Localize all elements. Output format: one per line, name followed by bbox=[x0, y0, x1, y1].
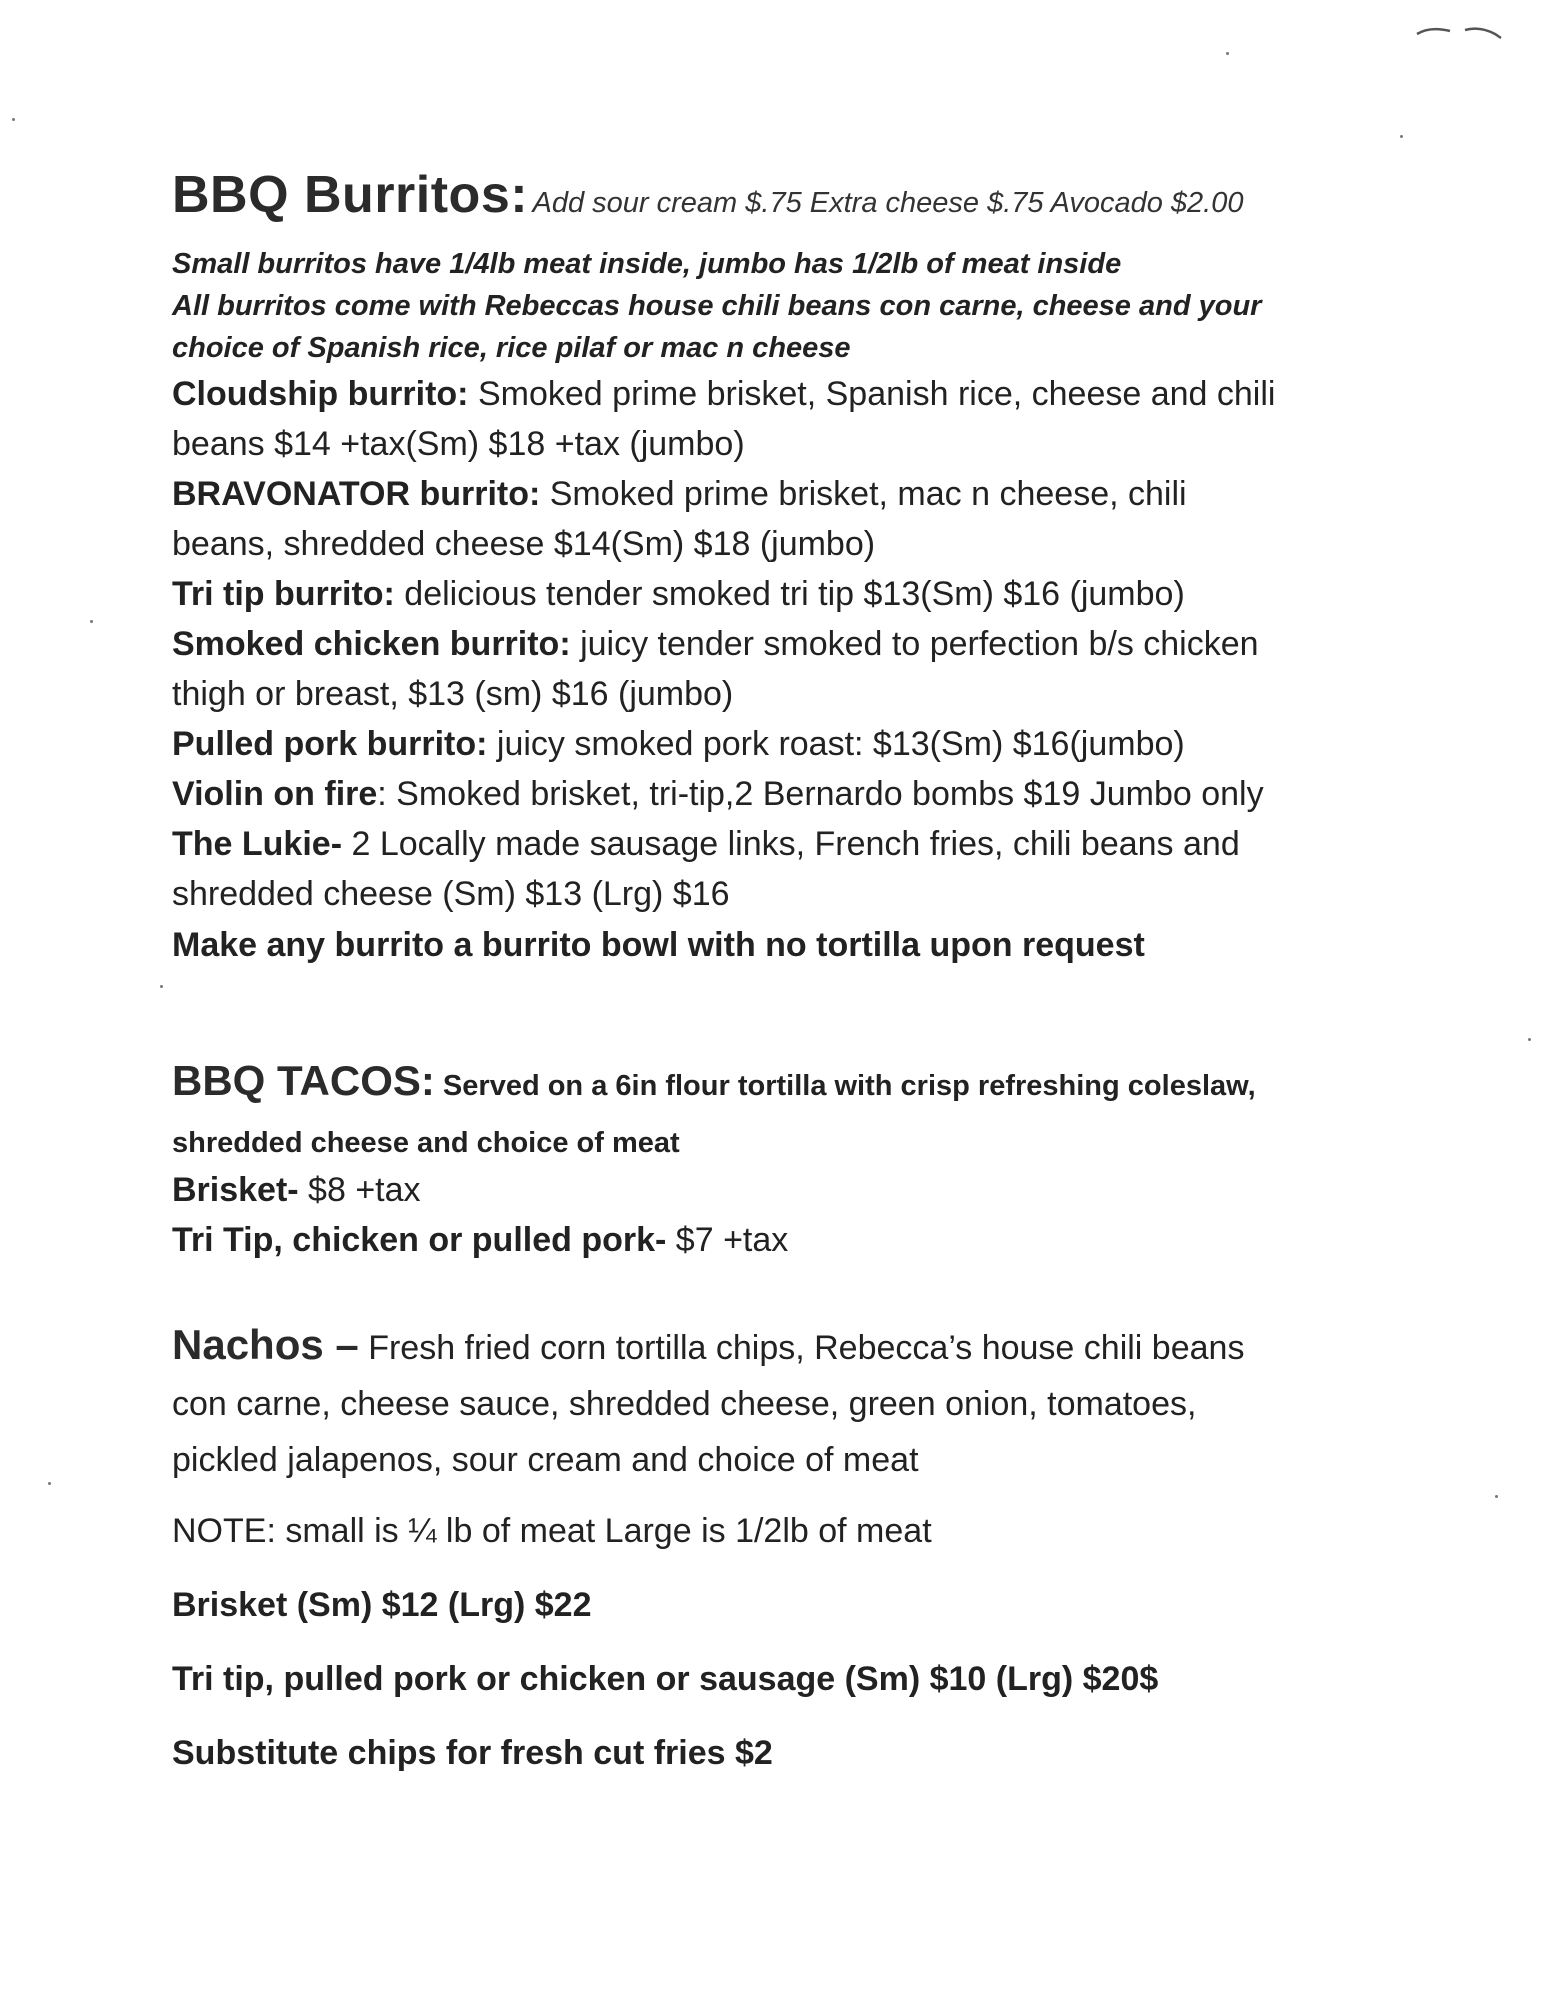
burritos-addons: Add sour cream $.75 Extra cheese $.75 Avocado $2.00 bbox=[532, 187, 1244, 219]
tacos-desc-cont: shredded cheese and choice of meat bbox=[172, 1127, 680, 1159]
scan-speck bbox=[48, 1482, 51, 1485]
burritos-size-note: Small burritos have 1/4lb meat inside, jumbo has 1/2lb of meat inside bbox=[172, 248, 1122, 280]
item-desc: juicy tender smoked to perfection b/s chicken bbox=[570, 625, 1259, 663]
item-desc: Smoked prime brisket, mac n cheese, chili bbox=[540, 475, 1187, 513]
item-desc: Smoked prime brisket, Spanish rice, cheese and chili bbox=[468, 375, 1276, 413]
menu-item bbox=[172, 619, 1402, 669]
menu-item bbox=[172, 769, 1402, 819]
burrito-bowl-note: Make any burrito a burrito bowl with no tortilla upon request bbox=[172, 926, 1145, 964]
item-name: The Lukie- bbox=[172, 825, 343, 863]
nachos-desc-cont: con carne, cheese sauce, shredded cheese, green onion, tomatoes, bbox=[172, 1385, 1197, 1423]
item-name: Cloudship burrito: bbox=[172, 375, 469, 413]
item-desc-cont: shredded cheese (Sm) $13 (Lrg) $16 bbox=[172, 875, 730, 913]
menu-item bbox=[172, 569, 1402, 619]
tacos-desc: Served on a 6in flour tortilla with crisp refreshing coleslaw, bbox=[434, 1070, 1256, 1102]
item-price: $8 +tax bbox=[298, 1171, 421, 1209]
scan-speck bbox=[1400, 135, 1403, 138]
corner-scribble bbox=[1415, 22, 1505, 42]
scan-speck bbox=[1528, 1038, 1531, 1041]
nachos-price-line: Tri tip, pulled pork or chicken or sausage (Sm) $10 (Lrg) $20$ bbox=[172, 1660, 1159, 1698]
item-name: BRAVONATOR burrito: bbox=[172, 475, 541, 513]
nachos-section bbox=[172, 1317, 1402, 1778]
nachos-size-note: NOTE: small is ¼ lb of meat Large is 1/2lb of meat bbox=[172, 1512, 932, 1550]
item-name: Pulled pork burrito: bbox=[172, 725, 488, 763]
nachos-substitute-note: Substitute chips for fresh cut fries $2 bbox=[172, 1734, 773, 1772]
item-desc: : Smoked brisket, tri-tip,2 Bernardo bombs $19 Jumbo only bbox=[377, 775, 1264, 813]
menu-item bbox=[172, 469, 1402, 519]
scan-speck bbox=[90, 620, 93, 623]
menu-item bbox=[172, 1215, 1402, 1265]
burritos-header bbox=[172, 160, 1402, 243]
item-desc-cont: beans $14 +tax(Sm) $18 +tax (jumbo) bbox=[172, 425, 745, 463]
burritos-includes-note: All burritos come with Rebeccas house chili beans con carne, cheese and your bbox=[172, 290, 1262, 322]
tacos-section bbox=[172, 1051, 1402, 1265]
nachos-desc-cont: pickled jalapenos, sour cream and choice of meat bbox=[172, 1441, 919, 1479]
item-name: Tri Tip, chicken or pulled pork- bbox=[172, 1221, 667, 1259]
item-desc-cont: beans, shredded cheese $14(Sm) $18 (jumbo) bbox=[172, 525, 876, 563]
scan-speck bbox=[12, 118, 15, 121]
tacos-header bbox=[172, 1051, 1402, 1121]
menu-item bbox=[172, 819, 1402, 869]
tacos-title: BBQ TACOS: bbox=[172, 1057, 435, 1104]
menu-item bbox=[172, 719, 1402, 769]
scan-speck bbox=[1226, 52, 1229, 55]
menu-page bbox=[172, 160, 1402, 1778]
burritos-section bbox=[172, 160, 1402, 971]
burritos-title: BBQ Burritos: bbox=[172, 166, 529, 224]
scan-speck bbox=[1495, 1495, 1498, 1498]
item-name: Smoked chicken burrito: bbox=[172, 625, 571, 663]
item-name: Violin on fire bbox=[172, 775, 378, 813]
menu-item bbox=[172, 1165, 1402, 1215]
item-name: Tri tip burrito: bbox=[172, 575, 395, 613]
item-desc: 2 Locally made sausage links, French fries, chili beans and bbox=[342, 825, 1240, 863]
menu-item bbox=[172, 369, 1402, 419]
scan-speck bbox=[160, 985, 163, 988]
nachos-header bbox=[172, 1317, 1402, 1376]
nachos-desc: Fresh fried corn tortilla chips, Rebecca’s house chili beans bbox=[358, 1329, 1245, 1367]
item-price: $7 +tax bbox=[666, 1221, 789, 1259]
item-name: Brisket- bbox=[172, 1171, 299, 1209]
item-desc: juicy smoked pork roast: $13(Sm) $16(jumbo) bbox=[487, 725, 1185, 763]
item-desc: delicious tender smoked tri tip $13(Sm) $16 (jumbo) bbox=[394, 575, 1185, 613]
nachos-price-line: Brisket (Sm) $12 (Lrg) $22 bbox=[172, 1586, 592, 1624]
nachos-title: Nachos – bbox=[172, 1321, 359, 1368]
item-desc-cont: thigh or breast, $13 (sm) $16 (jumbo) bbox=[172, 675, 734, 713]
burritos-includes-note-cont: choice of Spanish rice, rice pilaf or mac n cheese bbox=[172, 332, 851, 364]
